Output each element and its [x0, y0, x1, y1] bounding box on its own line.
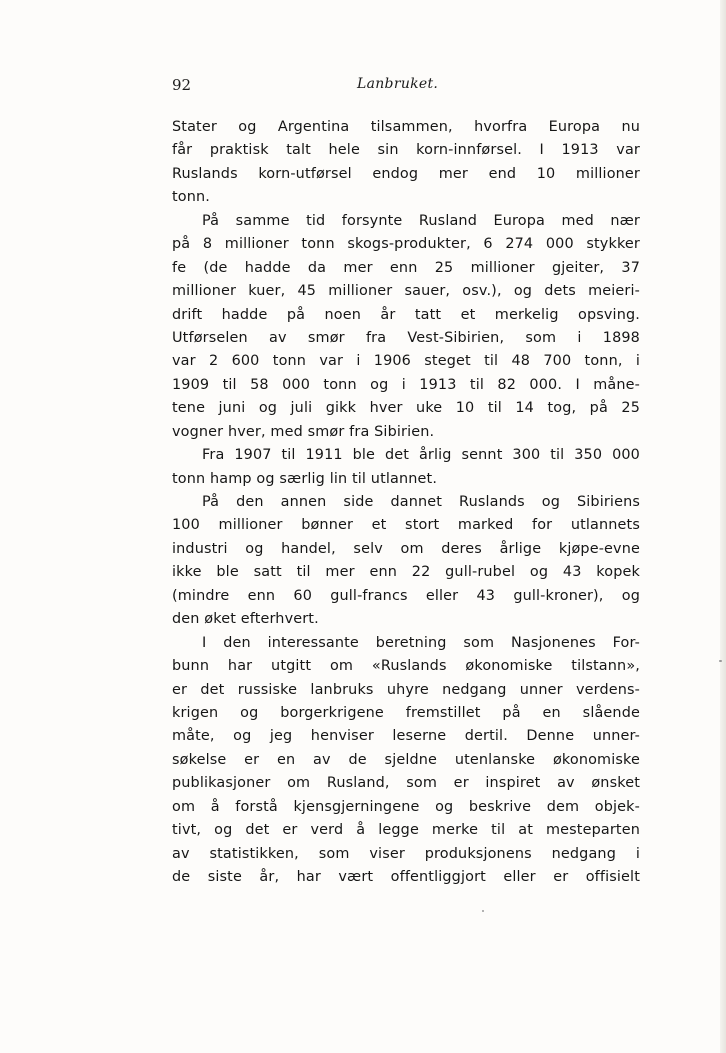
text-line: måte, og jeg henviser leserne dertil. Denne unner- — [172, 728, 640, 745]
page-number: 92 — [172, 76, 192, 94]
text-line: den øket efterhvert. — [172, 611, 319, 628]
text-line: Fra 1907 til 1911 ble det årlig sennt 300 til 350 000 — [202, 447, 640, 464]
text-line: (mindre enn 60 gull-francs eller 43 gull-kroner), og — [172, 587, 640, 604]
text-line: fe (de hadde da mer enn 25 millioner gjeiter, 37 — [172, 259, 640, 276]
page-edge — [720, 0, 726, 1053]
text-line: de siste år, har vært offentliggjort eller er offisielt — [172, 869, 640, 885]
text-line: tivt, og det er verd å legge merke til at mesteparten — [172, 822, 640, 839]
text-line: av statistikken, som viser produksjonens nedgang i — [172, 845, 640, 862]
body-text — [172, 116, 640, 889]
text-line: på 8 millioner tonn skogs-produkter, 6 274 000 stykker — [172, 236, 640, 253]
text-line: krigen og borgerkrigene fremstillet på en slående — [172, 704, 640, 721]
text-line: ikke ble satt til mer enn 22 gull-rubel og 43 kopek — [172, 564, 640, 581]
text-line: Ruslands korn-utførsel endog mer end 10 millioner — [172, 165, 640, 182]
running-title: Lanbruket. — [357, 76, 439, 92]
text-line: var 2 600 tonn var i 1906 steget til 48 700 tonn, i — [172, 353, 640, 370]
text-line: I den interessante beretning som Nasjonenes For- — [202, 634, 640, 651]
text-line: Utførselen av smør fra Vest-Sibirien, som i 1898 — [172, 329, 640, 346]
specks — [482, 910, 484, 912]
text-line: På den annen side dannet Ruslands og Sibiriens — [202, 494, 640, 510]
text-line: 100 millioner bønner et stort marked for utlannets — [172, 517, 640, 534]
text-line: publikasjoner om Rusland, som er inspiret av ønsket — [172, 775, 640, 792]
specks — [719, 660, 722, 662]
text-line: søkelse er en av de sjeldne utenlanske økonomiske — [172, 751, 640, 768]
text-line: bunn har utgitt om «Ruslands økonomiske tilstann», — [172, 658, 640, 675]
page-header — [172, 76, 642, 98]
text-line: får praktisk talt hele sin korn-innførsel. I 1913 var — [172, 142, 640, 159]
text-line: tonn hamp og særlig lin til utlannet. — [172, 470, 438, 487]
text-line: På samme tid forsynte Rusland Europa med nær — [202, 212, 640, 229]
text-line: om å forstå kjensgjerningene og beskrive dem objek- — [172, 798, 640, 815]
text-line: drift hadde på noen år tatt et merkelig opsving. — [172, 306, 640, 323]
text-line: vogner hver, med smør fra Sibirien. — [172, 423, 435, 440]
text-line: er det russiske lanbruks uhyre nedgang unner verdens- — [172, 681, 640, 698]
text-line: millioner kuer, 45 millioner sauer, osv.), og dets meieri- — [172, 283, 640, 300]
text-line: tene juni og juli gikk hver uke 10 til 14 tog, på 25 — [172, 400, 640, 417]
text-line: tonn. — [172, 189, 211, 206]
text-line: industri og handel, selv om deres årlige kjøpe-evne — [172, 540, 640, 557]
text-line: 1909 til 58 000 tonn og i 1913 til 82 000. I måne- — [172, 376, 640, 393]
text-line: Stater og Argentina tilsammen, hvorfra Europa nu — [172, 119, 640, 135]
